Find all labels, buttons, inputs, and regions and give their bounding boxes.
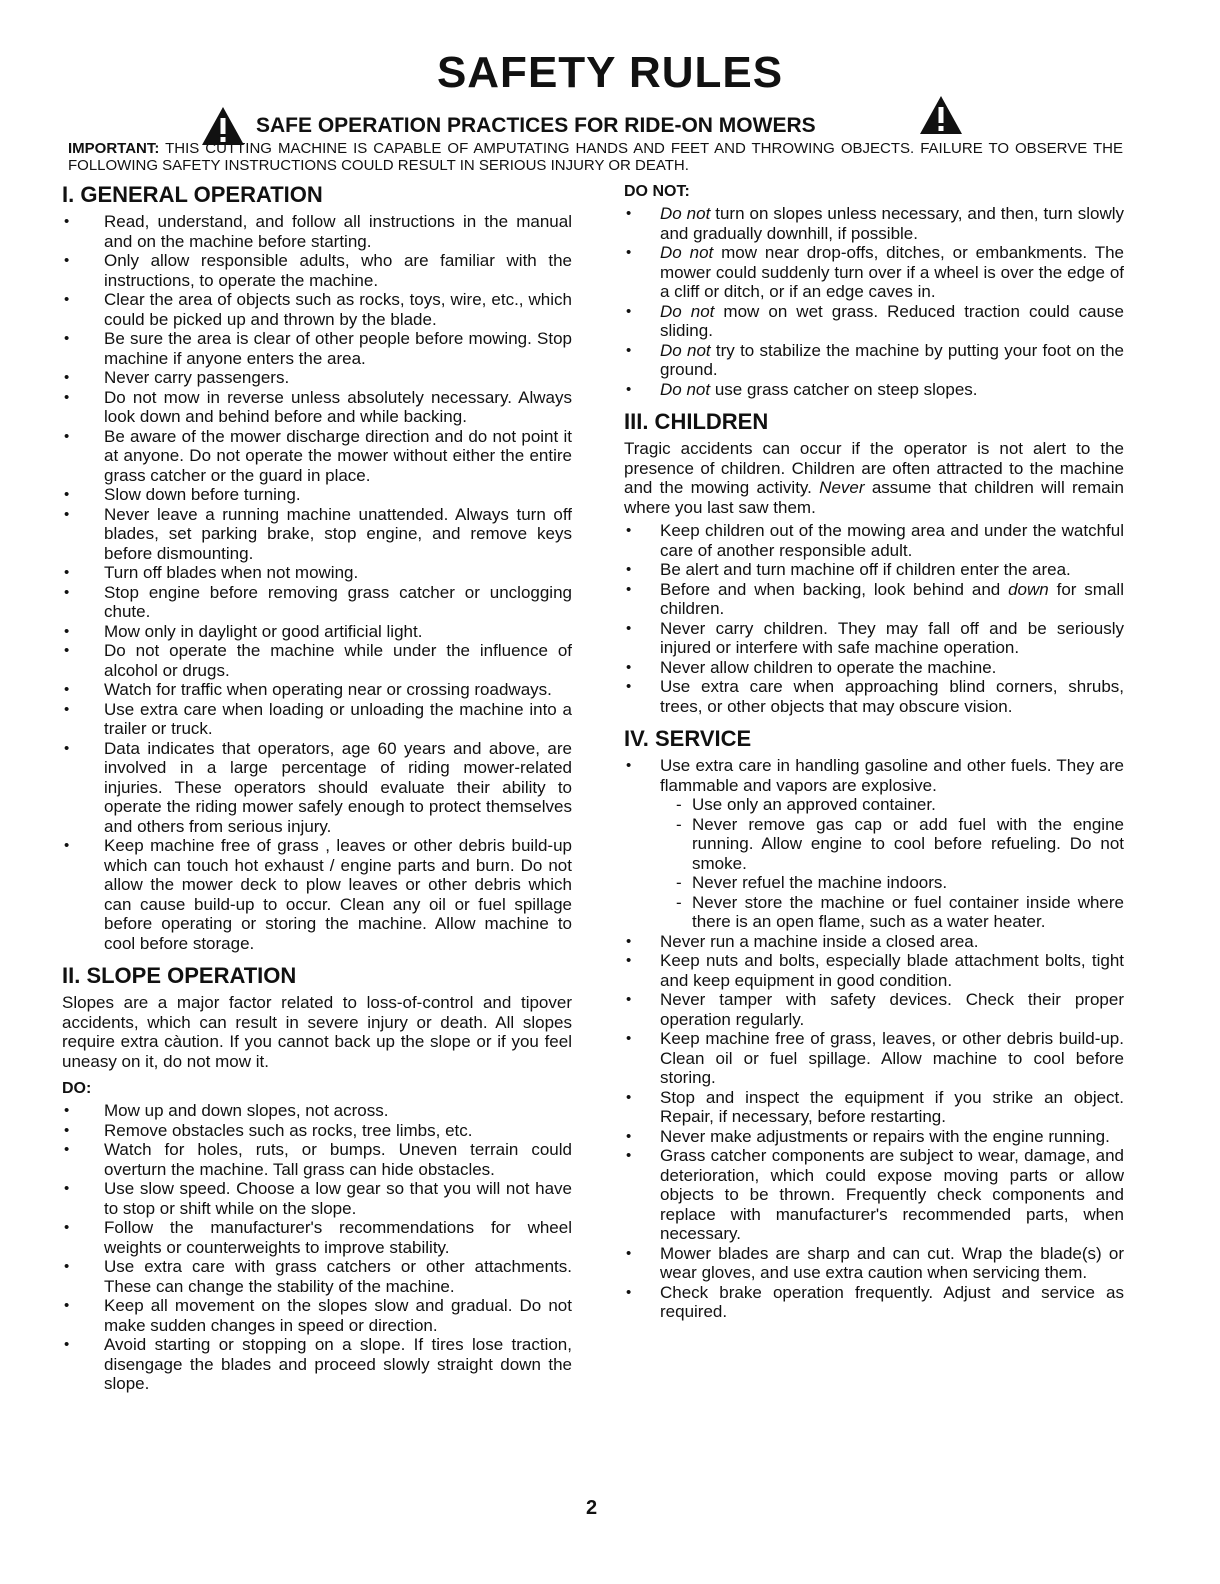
list-item: • Do not mow on wet grass. Reduced traction could cause sliding. bbox=[624, 302, 1124, 341]
list-item: • Keep children out of the mowing area and under the watchful care of another responsible adult. bbox=[624, 521, 1124, 560]
list-item: • Never leave a running machine unattended. Always turn off blades, set parking brake, stop engine, and remove keys before dismounting. bbox=[62, 505, 572, 564]
sub-list-item: - Never store the machine or fuel container inside where there is an open flame, such as a water heater. bbox=[674, 893, 1124, 932]
list-item: • Be aware of the mower discharge direction and do not point it at anyone. Do not operate the mower without either the entire grass catcher or the guard in place. bbox=[62, 427, 572, 486]
fuel-sub-list bbox=[660, 795, 1124, 932]
list-item: • Keep machine free of grass, leaves, or other debris build-up. Clean oil or fuel spillage. Allow machine to cool before storing. bbox=[624, 1029, 1124, 1088]
slope-heading: II. SLOPE OPERATION bbox=[62, 963, 297, 988]
sub-list-item: - Never remove gas cap or add fuel with the engine running. Allow engine to cool before refueling. Do not smoke. bbox=[674, 815, 1124, 874]
list-item: • Turn off blades when not mowing. bbox=[62, 563, 572, 583]
list-item: • Use extra care in handling gasoline and other fuels. They are flammable and vapors are explosive. - Use only an approved container. - Never remove gas cap or add fuel with the engine running. Allow engine to cool before refueling. Do not smoke. - Never refuel the machine indoors. - Never store the machine or fuel container inside where there is an open flame, such as a water heater. bbox=[624, 756, 1124, 932]
list-item: • Use extra care with grass catchers or other attachments. These can change the stability of the machine. bbox=[62, 1257, 572, 1296]
list-item: • Stop engine before removing grass catcher or unclogging chute. bbox=[62, 583, 572, 622]
list-item: • Keep all movement on the slopes slow and gradual. Do not make sudden changes in speed or direction. bbox=[62, 1296, 572, 1335]
subtitle bbox=[200, 110, 960, 142]
list-item: • Only allow responsible adults, who are familiar with the instructions, to operate the machine. bbox=[62, 251, 572, 290]
do-heading: DO: bbox=[62, 1080, 92, 1097]
list-item: • Slow down before turning. bbox=[62, 485, 572, 505]
list-item: • Clear the area of objects such as rocks, toys, wire, etc., which could be picked up and thrown by the blade. bbox=[62, 290, 572, 329]
sub-list-item: - Never refuel the machine indoors. bbox=[674, 873, 1124, 893]
left-column bbox=[62, 182, 572, 1394]
sub-list-item: - Use only an approved container. bbox=[674, 795, 1124, 815]
list-item: • Mow up and down slopes, not across. bbox=[62, 1101, 572, 1121]
list-item: • Do not use grass catcher on steep slopes. bbox=[624, 380, 1124, 400]
list-item: • Do not mow near drop-offs, ditches, or embankments. The mower could suddenly turn over if a wheel is over the edge of a cliff or ditch, or if an edge caves in. bbox=[624, 243, 1124, 302]
children-intro: Tragic accidents can occur if the operator is not alert to the presence of children. Children are often attracted to the machine and the mowing activity. Never assume that children will remain where you last saw them. bbox=[624, 439, 1124, 517]
list-item: • Read, understand, and follow all instructions in the manual and on the machine before starting. bbox=[62, 212, 572, 251]
list-item: • Avoid starting or stopping on a slope. If tires lose traction, disengage the blades and proceed slowly straight down the slope. bbox=[62, 1335, 572, 1394]
warning-triangle-icon bbox=[918, 94, 964, 136]
list-item: • Keep machine free of grass , leaves or other debris build-up which can touch hot exhaust / engine parts and burn. Do not allow the mower deck to plow leaves or other debris which can cause build-up to occur. Clean any oil or fuel spillage before operating or storing the machine. Allow machine to cool before storage. bbox=[62, 836, 572, 953]
important-label: IMPORTANT: bbox=[68, 140, 160, 157]
right-column bbox=[624, 182, 1124, 1322]
subtitle-text: SAFE OPERATION PRACTICES FOR RIDE-ON MOWERS bbox=[256, 114, 816, 137]
general-list bbox=[62, 212, 572, 953]
dont-list bbox=[624, 204, 1124, 399]
list-item: • Do not turn on slopes unless necessary, and then, turn slowly and gradually downhill, if possible. bbox=[624, 204, 1124, 243]
list-item: • Be sure the area is clear of other people before mowing. Stop machine if anyone enters the area. bbox=[62, 329, 572, 368]
page-title: SAFETY RULES bbox=[436, 48, 784, 97]
list-item: • Data indicates that operators, age 60 years and above, are involved in a large percentage of riding mower-related injuries. These operators should evaluate their ability to operate the riding mower safely enough to protect themselves and others from serious injury. bbox=[62, 739, 572, 837]
list-item: • Do not try to stabilize the machine by putting your foot on the ground. bbox=[624, 341, 1124, 380]
list-item: • Before and when backing, look behind and down for small children. bbox=[624, 580, 1124, 619]
list-item: • Do not mow in reverse unless absolutely necessary. Always look down and behind before and while backing. bbox=[62, 388, 572, 427]
list-item: • Mow only in daylight or good artificial light. bbox=[62, 622, 572, 642]
children-list bbox=[624, 521, 1124, 716]
slope-intro: Slopes are a major factor related to loss-of-control and tipover accidents, which can result in severe injury or death. All slopes require extra càution. If you cannot back up the slope or if you feel uneasy on it, do not mow it. bbox=[62, 993, 572, 1071]
list-item: • Mower blades are sharp and can cut. Wrap the blade(s) or wear gloves, and use extra caution when servicing them. bbox=[624, 1244, 1124, 1283]
list-item: • Check brake operation frequently. Adjust and service as required. bbox=[624, 1283, 1124, 1322]
list-item: • Keep nuts and bolts, especially blade attachment bolts, tight and keep equipment in good condition. bbox=[624, 951, 1124, 990]
important-text: THIS CUTTING MACHINE IS CAPABLE OF AMPUTATING HANDS AND FEET AND THROWING OBJECTS. FAILURE TO OBSERVE THE FOLLOWING SAFETY INSTRUCTIONS COULD RESULT IN SERIOUS INJURY OR DEATH. bbox=[68, 140, 1123, 174]
list-item: • Watch for traffic when operating near or crossing roadways. bbox=[62, 680, 572, 700]
service-list bbox=[624, 756, 1124, 932]
list-item: • Never carry children. They may fall off and be seriously injured or interfere with safe machine operation. bbox=[624, 619, 1124, 658]
dont-heading: DO NOT: bbox=[624, 183, 690, 200]
list-item: • Follow the manufacturer's recommendations for wheel weights or counterweights to improve stability. bbox=[62, 1218, 572, 1257]
list-item: • Never run a machine inside a closed area. bbox=[624, 932, 1124, 952]
list-item: • Never tamper with safety devices. Check their proper operation regularly. bbox=[624, 990, 1124, 1029]
important-notice bbox=[68, 140, 1123, 174]
list-item: • Be alert and turn machine off if children enter the area. bbox=[624, 560, 1124, 580]
do-list bbox=[62, 1101, 572, 1394]
service-list-continued bbox=[624, 932, 1124, 1322]
children-heading: III. CHILDREN bbox=[624, 409, 769, 434]
list-item: • Do not operate the machine while under the influence of alcohol or drugs. bbox=[62, 641, 572, 680]
list-item: • Remove obstacles such as rocks, tree limbs, etc. bbox=[62, 1121, 572, 1141]
list-item: • Never make adjustments or repairs with the engine running. bbox=[624, 1127, 1124, 1147]
page-number: 2 bbox=[586, 1497, 598, 1519]
list-item: • Never allow children to operate the machine. bbox=[624, 658, 1124, 678]
list-item: • Stop and inspect the equipment if you strike an object. Repair, if necessary, before restarting. bbox=[624, 1088, 1124, 1127]
service-heading: IV. SERVICE bbox=[624, 726, 752, 751]
list-item: • Use extra care when approaching blind corners, shrubs, trees, or other objects that may obscure vision. bbox=[624, 677, 1124, 716]
list-item: • Never carry passengers. bbox=[62, 368, 572, 388]
list-item: • Grass catcher components are subject to wear, damage, and deterioration, which could expose moving parts or allow objects to be thrown. Frequently check components and replace with manufacturer's recommended parts, when necessary. bbox=[624, 1146, 1124, 1244]
general-heading: I. GENERAL OPERATION bbox=[62, 182, 323, 207]
list-item: • Use slow speed. Choose a low gear so that you will not have to stop or shift while on the slope. bbox=[62, 1179, 572, 1218]
list-item: • Watch for holes, ruts, or bumps. Uneven terrain could overturn the machine. Tall grass can hide obstacles. bbox=[62, 1140, 572, 1179]
list-item: • Use extra care when loading or unloading the machine into a trailer or truck. bbox=[62, 700, 572, 739]
